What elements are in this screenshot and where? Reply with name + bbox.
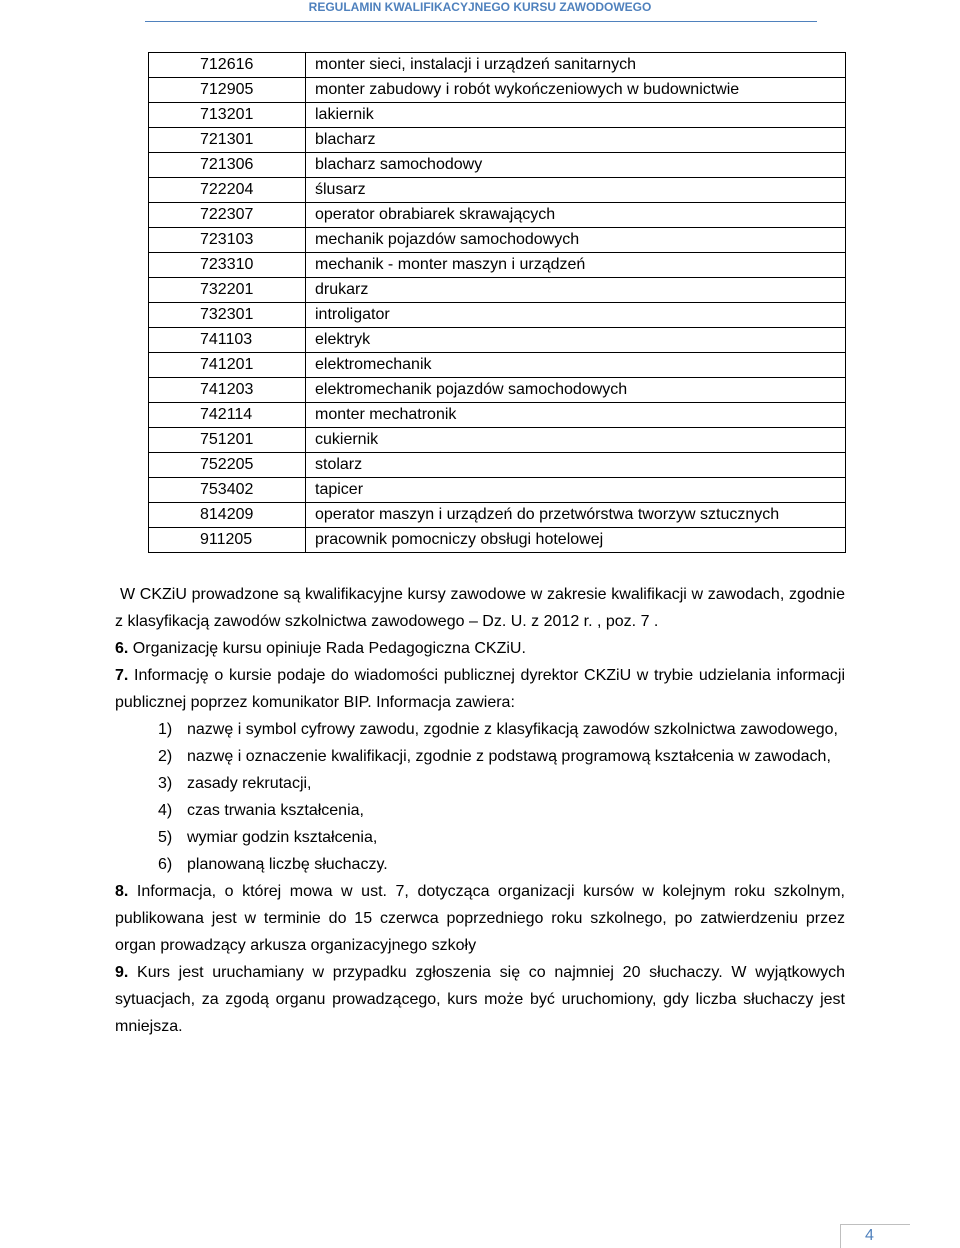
running-header-title: REGULAMIN KWALIFIKACYJNEGO KURSU ZAWODOWEGO: [308, 0, 652, 14]
table-row: [149, 453, 846, 478]
occupation-name: stolarz: [306, 453, 846, 478]
section-number: 8.: [115, 883, 129, 900]
section-9: [115, 959, 845, 1040]
occupation-name: blacharz samochodowy: [306, 153, 846, 178]
list-item-number: 1): [158, 721, 173, 738]
header-rule: [145, 21, 817, 22]
list-item-text: wymiar godzin kształcenia,: [187, 829, 378, 846]
list-item-number: 2): [158, 748, 173, 765]
table-row: [149, 428, 846, 453]
table-row: [149, 253, 846, 278]
occupation-name: monter sieci, instalacji i urządzeń sanitarnych: [306, 53, 846, 78]
list-item-text: czas trwania kształcenia,: [187, 802, 364, 819]
occupation-code: 721306: [149, 153, 306, 178]
occupation-code: 753402: [149, 478, 306, 503]
list-item-number: 3): [158, 775, 173, 792]
occupation-name: operator maszyn i urządzeń do przetwórstwa tworzyw sztucznych: [306, 503, 846, 528]
occupation-name: introligator: [306, 303, 846, 328]
page-number: 4: [865, 1227, 874, 1244]
occupation-code: 911205: [149, 528, 306, 553]
occupation-name: blacharz: [306, 128, 846, 153]
occupation-code: 722307: [149, 203, 306, 228]
occupation-name: cukiernik: [306, 428, 846, 453]
table-row: [149, 353, 846, 378]
table-row: [149, 178, 846, 203]
occupation-code: 741103: [149, 328, 306, 353]
occupation-name: lakiernik: [306, 103, 846, 128]
occupation-code: 721301: [149, 128, 306, 153]
list-item-text: nazwę i oznaczenie kwalifikacji, zgodnie z podstawą programową kształcenia w zawodach,: [187, 748, 831, 765]
intro-paragraph: W CKZiU prowadzone są kwalifikacyjne kursy zawodowe w zakresie kwalifikacji w zawodach, zgodnie z klasyfikacją zawodów szkolnictwa zawodowego – Dz. U. z 2012 r. , poz. 7 .: [115, 586, 845, 630]
occupation-code: 723310: [149, 253, 306, 278]
table-row: [149, 78, 846, 103]
table-row: [149, 278, 846, 303]
occupation-code: 732201: [149, 278, 306, 303]
occupation-code: 741203: [149, 378, 306, 403]
section-number: 6.: [115, 640, 129, 657]
list-item: [115, 743, 845, 770]
list-item: [115, 716, 845, 743]
table-row: [149, 228, 846, 253]
occupation-code: 752205: [149, 453, 306, 478]
section-7: [115, 662, 845, 716]
list-item-number: 6): [158, 856, 173, 873]
occupation-name: mechanik - monter maszyn i urządzeń: [306, 253, 846, 278]
occupation-code: 723103: [149, 228, 306, 253]
occupation-name: tapicer: [306, 478, 846, 503]
table-row: [149, 328, 846, 353]
section-number: 7.: [115, 667, 129, 684]
occupation-code: 741201: [149, 353, 306, 378]
list-item-number: 5): [158, 829, 173, 846]
section-text: Informację o kursie podaje do wiadomości publicznej dyrektor CKZiU w trybie udzielania informacji publicznej poprzez komunikator BIP. Informacja zawiera:: [115, 667, 845, 711]
table-row: [149, 153, 846, 178]
occupation-name: elektromechanik: [306, 353, 846, 378]
section-text: Informacja, o której mowa w ust. 7, dotycząca organizacji kursów w kolejnym roku szkolnym, publikowana jest w terminie do 15 czerwca poprzedniego roku szkolnego, po zatwierdzeniu przez organ prowadzący arkusza organizacyjnego szkoły: [115, 883, 845, 954]
info-list: [115, 716, 845, 878]
occupation-name: monter zabudowy i robót wykończeniowych w budownictwie: [306, 78, 846, 103]
occupation-code: 814209: [149, 503, 306, 528]
list-item-text: zasady rekrutacji,: [187, 775, 312, 792]
table-row: [149, 478, 846, 503]
table-row: [149, 503, 846, 528]
list-item: [115, 851, 845, 878]
occupation-name: mechanik pojazdów samochodowych: [306, 228, 846, 253]
table-row: [149, 303, 846, 328]
list-item: [115, 797, 845, 824]
occupation-code: 712905: [149, 78, 306, 103]
occupation-name: monter mechatronik: [306, 403, 846, 428]
occupation-name: elektryk: [306, 328, 846, 353]
list-item-text: planowaną liczbę słuchaczy.: [187, 856, 388, 873]
list-item-text: nazwę i symbol cyfrowy zawodu, zgodnie z klasyfikacją zawodów szkolnictwa zawodowego,: [187, 721, 838, 738]
document-body: [115, 581, 845, 1040]
list-item: [115, 770, 845, 797]
occupation-name: ślusarz: [306, 178, 846, 203]
page-number-box: [840, 1224, 910, 1248]
section-number: 9.: [115, 964, 129, 981]
table-row: [149, 403, 846, 428]
occupation-code: 732301: [149, 303, 306, 328]
occupation-code: 713201: [149, 103, 306, 128]
occupation-code: 742114: [149, 403, 306, 428]
occupation-code: 712616: [149, 53, 306, 78]
occupation-name: drukarz: [306, 278, 846, 303]
occupation-code: 751201: [149, 428, 306, 453]
occupation-name: operator obrabiarek skrawających: [306, 203, 846, 228]
table-row: [149, 53, 846, 78]
table-row: [149, 203, 846, 228]
section-6: [115, 635, 845, 662]
occupation-name: pracownik pomocniczy obsługi hotelowej: [306, 528, 846, 553]
table-row: [149, 103, 846, 128]
table-row: [149, 378, 846, 403]
section-text: Kurs jest uruchamiany w przypadku zgłoszenia się co najmniej 20 słuchaczy. W wyjątkowych sytuacjach, za zgodą organu prowadzącego, kurs może być uruchomiony, gdy liczba słuchaczy jest mniejsza.: [115, 964, 845, 1035]
list-item: [115, 824, 845, 851]
table-row: [149, 128, 846, 153]
occupation-name: elektromechanik pojazdów samochodowych: [306, 378, 846, 403]
list-item-number: 4): [158, 802, 173, 819]
occupation-table: [148, 52, 846, 553]
table-row: [149, 528, 846, 553]
section-text: Organizację kursu opiniuje Rada Pedagogiczna CKZiU.: [128, 640, 526, 657]
section-8: [115, 878, 845, 959]
occupation-code: 722204: [149, 178, 306, 203]
